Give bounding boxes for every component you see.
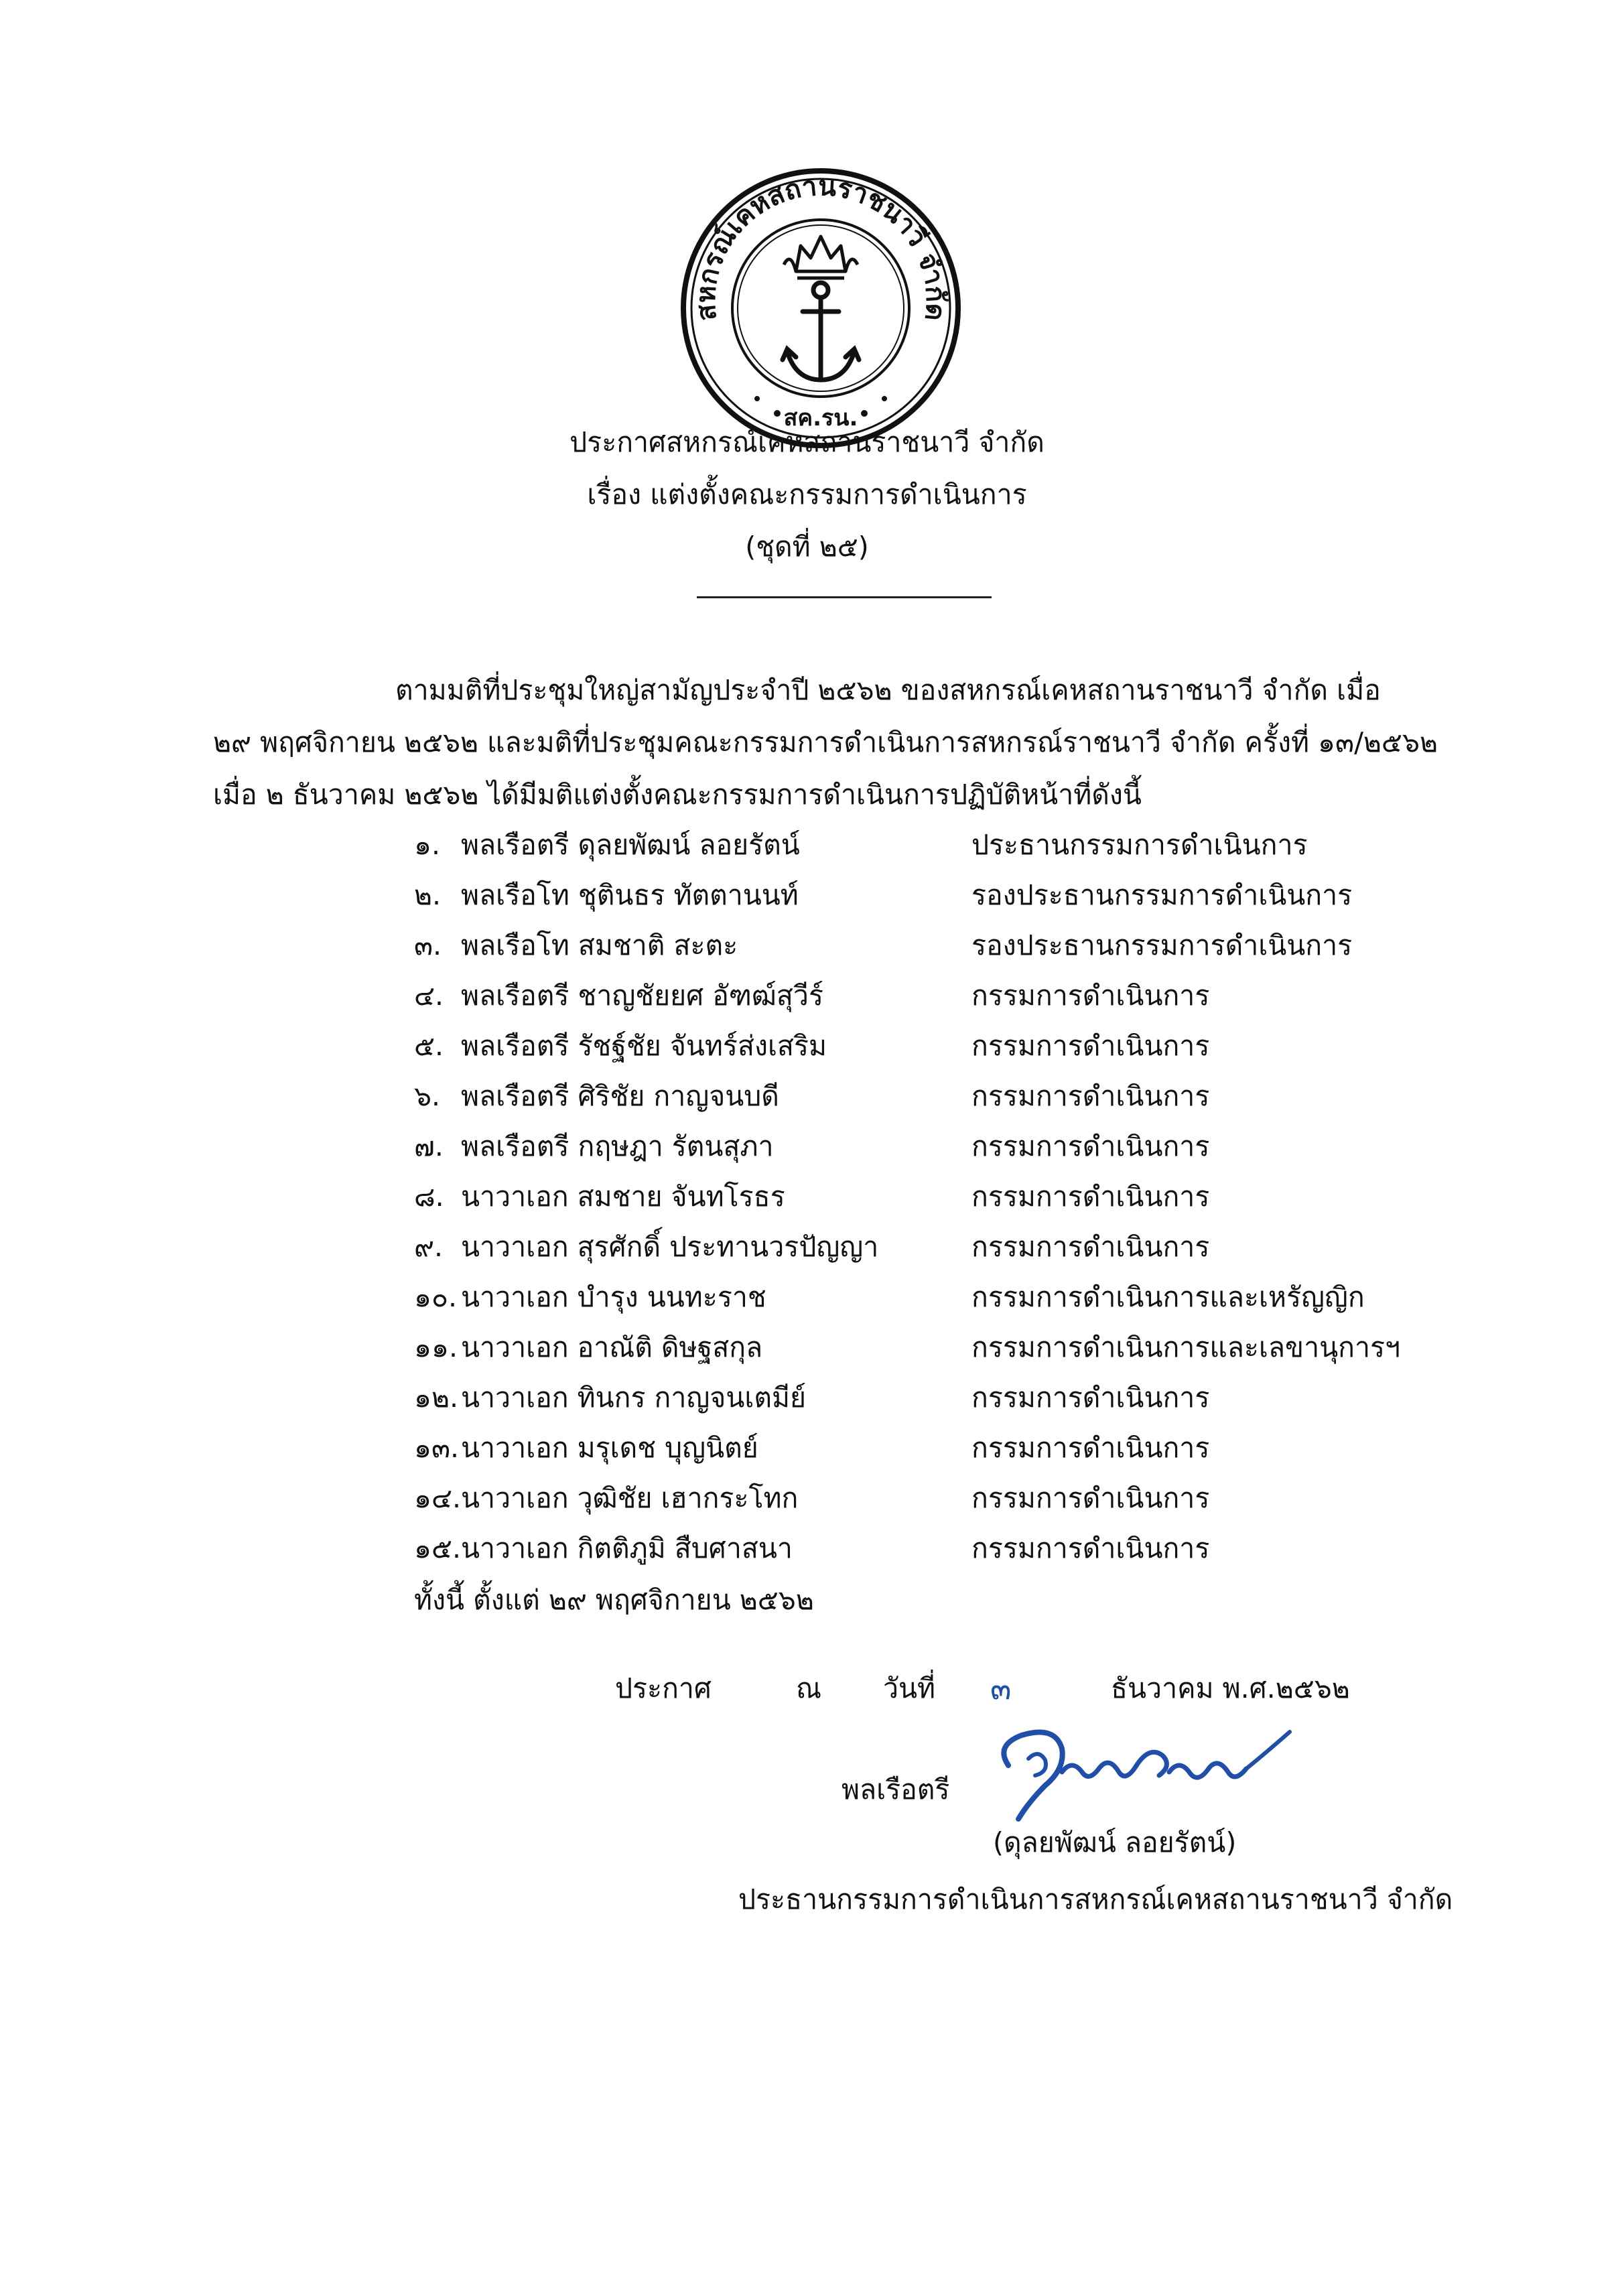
member-row: [414, 1079, 1446, 1120]
member-row: [414, 1130, 1446, 1170]
member-role: กรรมการดำเนินการ: [971, 1080, 1210, 1112]
anchor-icon: [783, 283, 859, 380]
member-name: นาวาเอก สมชาย จันทโรธร: [461, 1180, 785, 1213]
member-row: [414, 1280, 1446, 1321]
member-number: ๑๕.: [414, 1532, 462, 1564]
member-role: กรรมการดำเนินการ: [971, 1231, 1210, 1263]
member-row: [414, 979, 1446, 1019]
announce-at: ณ: [796, 1672, 822, 1704]
member-number: ๑๐.: [414, 1281, 458, 1313]
member-number: ๑.: [414, 829, 441, 861]
member-name: พลเรือตรี กฤษฎา รัตนสุภา: [461, 1130, 774, 1162]
member-role: รองประธานกรรมการดำเนินการ: [971, 879, 1353, 911]
seal-abbreviation: สค.รน.: [783, 405, 858, 431]
member-number: ๕.: [414, 1030, 444, 1062]
member-row: [414, 1230, 1446, 1270]
member-role: กรรมการดำเนินการ: [971, 1180, 1210, 1213]
announce-month-year: ธันวาคม พ.ศ.๒๕๖๒: [1111, 1672, 1350, 1704]
member-name: นาวาเอก วุฒิชัย เฮากระโทก: [461, 1482, 799, 1514]
member-row: [414, 1381, 1446, 1421]
member-name: นาวาเอก กิตติภูมิ สืบศาสนา: [461, 1532, 793, 1564]
announce-day-value: ๓: [990, 1670, 1012, 1706]
member-row: [414, 828, 1446, 868]
member-name: นาวาเอก มรุเดช บุญนิตย์: [461, 1432, 758, 1464]
signature-title: ประธานกรรมการดำเนินการสหกรณ์เคหสถานราชนาวี จำกัด: [738, 1883, 1453, 1915]
member-role: ประธานกรรมการดำเนินการ: [971, 829, 1308, 861]
member-row: [414, 1481, 1446, 1522]
member-row: [414, 1029, 1446, 1069]
member-role: กรรมการดำเนินการ: [971, 980, 1210, 1012]
member-role: กรรมการดำเนินการและเลขานุการฯ: [971, 1331, 1401, 1363]
member-role: กรรมการดำเนินการ: [971, 1381, 1210, 1414]
member-number: ๑๒.: [414, 1381, 459, 1414]
member-name: พลเรือตรี ชาญชัยยศ อัฑฒ์สุวีร์: [461, 980, 823, 1012]
member-row: [414, 1532, 1446, 1572]
member-row: [414, 1431, 1446, 1471]
member-number: ๘.: [414, 1180, 444, 1213]
member-role: รองประธานกรรมการดำเนินการ: [971, 929, 1353, 961]
member-role: กรรมการดำเนินการ: [971, 1030, 1210, 1062]
member-number: ๑๔.: [414, 1482, 462, 1514]
member-name: นาวาเอก บำรุง นนทะราช: [461, 1281, 766, 1313]
header-set-number: (ชุดที่ ๒๕): [745, 531, 869, 563]
member-role: กรรมการดำเนินการ: [971, 1532, 1210, 1564]
member-role: กรรมการดำเนินการ: [971, 1130, 1210, 1162]
member-number: ๙.: [414, 1231, 444, 1263]
effective-date: ทั้งนี้ ตั้งแต่ ๒๙ พฤศจิกายน ๒๕๖๒: [414, 1584, 814, 1616]
member-row: [414, 1180, 1446, 1220]
member-number: ๑๑.: [414, 1331, 458, 1363]
body-line-1: ตามมติที่ประชุมใหญ่สามัญประจำปี ๒๕๖๒ ของสหกรณ์เคหสถานราชนาวี จำกัด เมื่อ: [395, 674, 1381, 706]
handwritten-signature: [982, 1718, 1296, 1826]
member-role: กรรมการดำเนินการ: [971, 1482, 1210, 1514]
body-line-3: เมื่อ ๒ ธันวาคม ๒๕๖๒ ได้มีมติแต่งตั้งคณะกรรมการดำเนินการปฏิบัติหน้าที่ดังนี้: [213, 779, 1142, 811]
header-subject: เรื่อง แต่งตั้งคณะกรรมการดำเนินการ: [587, 478, 1027, 511]
signature-name: (ดุลยพัฒน์ ลอยรัตน์): [993, 1826, 1237, 1859]
member-name: พลเรือตรี รัชฐ์ชัย จันทร์ส่งเสริม: [461, 1030, 827, 1062]
member-name: นาวาเอก อาณัติ ดิษฐสกุล: [461, 1331, 763, 1363]
member-name: นาวาเอก ทินกร กาญจนเตมีย์: [461, 1381, 807, 1414]
member-row: [414, 878, 1446, 919]
member-name: พลเรือโท สมชาติ สะตะ: [461, 929, 738, 961]
header-organization: ประกาศสหกรณ์เคหสถานราชนาวี จำกัด: [569, 426, 1045, 458]
cooperative-seal: [677, 164, 965, 452]
member-number: ๒.: [414, 879, 442, 911]
announce-day-label: วันที่: [883, 1672, 936, 1704]
member-name: นาวาเอก สุรศักดิ์ ประทานวรปัญญา: [461, 1231, 879, 1263]
seal-ring-text: สหกรณ์เคหสถานราชนาวี จำกัด: [690, 170, 951, 323]
body-line-2: ๒๙ พฤศจิกายน ๒๕๖๒ และมติที่ประชุมคณะกรรมการดำเนินการสหกรณ์ราชนาวี จำกัด ครั้งที่ ๑๓/๒๕๖๒: [213, 726, 1438, 758]
crown-icon: [784, 237, 858, 278]
member-role: กรรมการดำเนินการและเหรัญญิก: [971, 1281, 1365, 1313]
member-name: พลเรือตรี ดุลยพัฒน์ ลอยรัตน์: [461, 829, 800, 861]
signature-rank: พลเรือตรี: [842, 1773, 950, 1806]
member-name: พลเรือตรี ศิริชัย กาญจนบดี: [461, 1080, 779, 1112]
header-divider: [697, 596, 992, 598]
member-number: ๔.: [414, 980, 444, 1012]
member-role: กรรมการดำเนินการ: [971, 1432, 1210, 1464]
member-number: ๓.: [414, 929, 442, 961]
member-number: ๑๓.: [414, 1432, 460, 1464]
member-name: พลเรือโท ชุตินธร ทัตตานนท์: [461, 879, 799, 911]
member-row: [414, 929, 1446, 969]
member-row: [414, 1331, 1446, 1371]
member-number: ๖.: [414, 1080, 441, 1112]
announce-word: ประกาศ: [615, 1672, 712, 1704]
member-number: ๗.: [414, 1130, 444, 1162]
